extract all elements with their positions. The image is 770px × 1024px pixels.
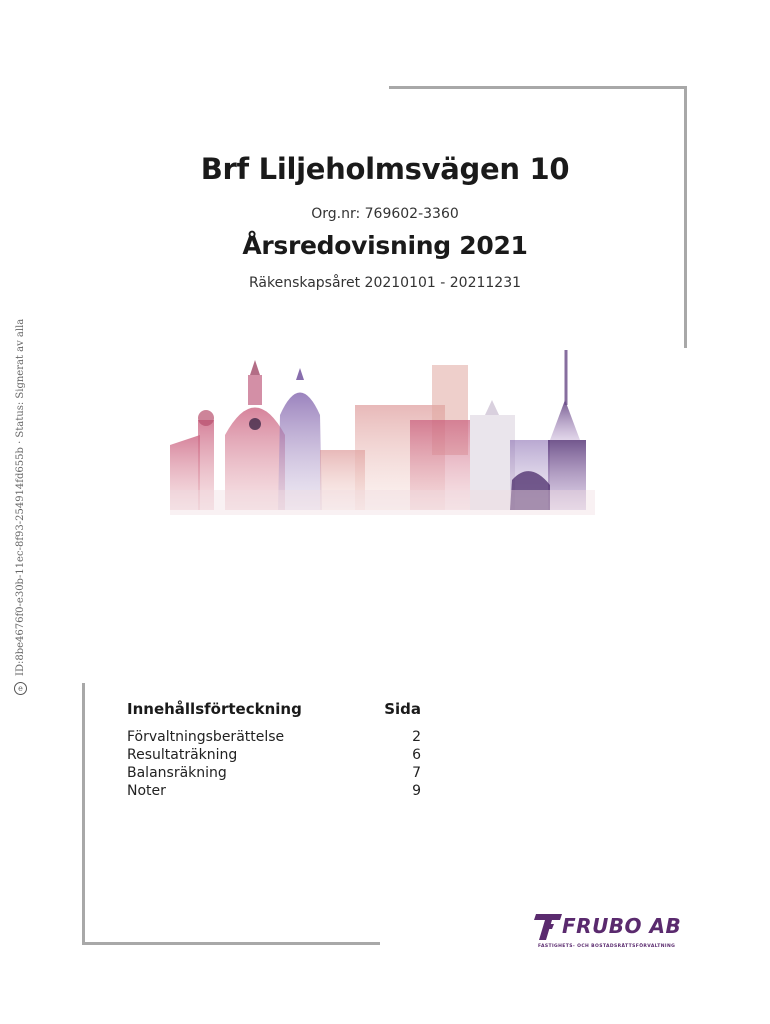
document-subtitle: Årsredovisning 2021: [242, 231, 528, 260]
fiscal-period: Räkenskapsåret 20210101 - 20211231: [248, 275, 522, 291]
signature-stamp: [14, 319, 27, 695]
toc-row: [127, 782, 421, 800]
toc-heading: Innehållsförteckning: [127, 700, 302, 718]
toc-item-label: Balansräkning: [127, 765, 227, 781]
toc-item-page: 7: [412, 765, 421, 781]
org-number: Org.nr: 769602-3360: [311, 206, 459, 222]
toc-item-page: 2: [412, 729, 421, 745]
document-title: Brf Liljeholmsvägen 10: [200, 152, 570, 186]
frubo-logo: [532, 910, 687, 955]
frame-top-line: [389, 86, 687, 89]
logo-tagline: FASTIGHETS- OCH BOSTADSRÄTTSFÖRVALTNING: [538, 944, 676, 949]
toc-item-label: Noter: [127, 783, 166, 799]
table-of-contents: [127, 700, 421, 800]
toc-item-label: Förvaltningsberättelse: [127, 729, 285, 745]
toc-item-page: 6: [412, 747, 421, 763]
logo-name: FRUBO AB: [562, 914, 682, 938]
frubo-mark-icon: [532, 912, 564, 942]
toc-row: [127, 728, 421, 746]
toc-item-label: Resultaträkning: [127, 747, 238, 763]
e-sign-icon: e: [14, 682, 27, 695]
frame-left-line: [82, 683, 85, 945]
signature-stamp-text: ID:8be4676f0-e30b-11ec-8f93-254914fd655b · Status: Signerat av alla: [15, 318, 26, 676]
watercolor-skyline-illustration: [170, 340, 595, 515]
toc-item-page: 9: [412, 783, 421, 799]
toc-row: [127, 764, 421, 782]
toc-header: [127, 700, 421, 718]
toc-page-heading: Sida: [384, 700, 421, 718]
toc-row: [127, 746, 421, 764]
frame-bottom-line: [82, 942, 380, 945]
